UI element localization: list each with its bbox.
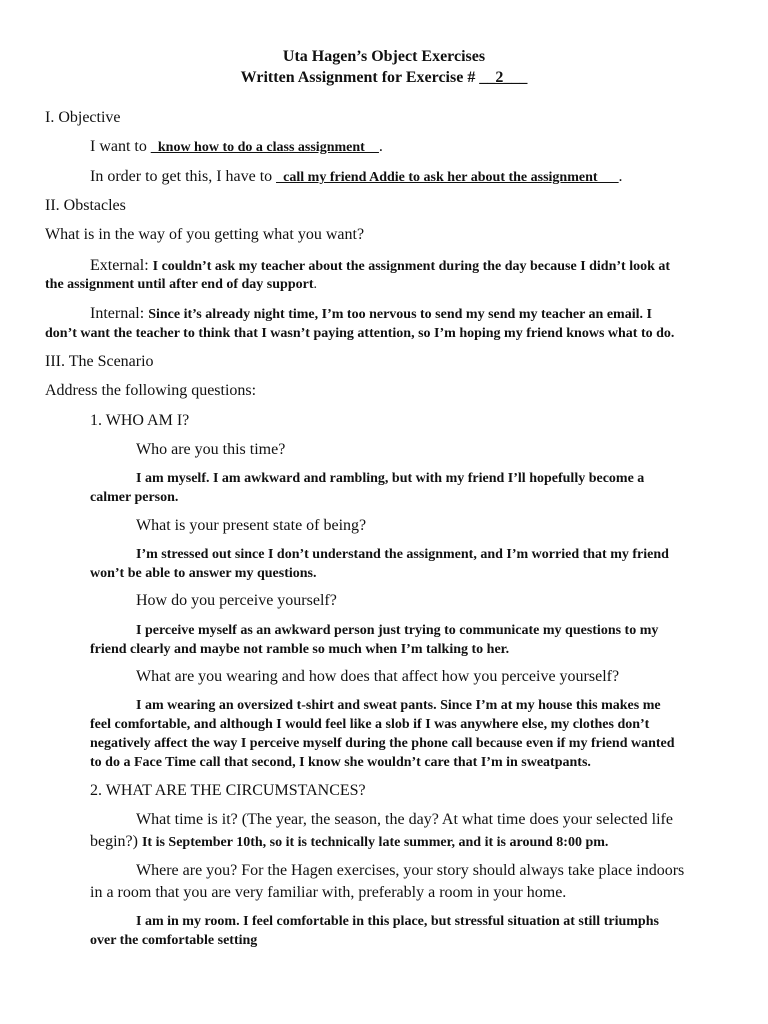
- want-prefix: I want to: [90, 138, 151, 155]
- who-answer-4-line-1: I am wearing an oversized t-shirt and sweat pants. Since I’m at my house this makes me: [136, 698, 661, 713]
- circumstances-question-1-line-2: begin?) It is September 10th, so it is technically late summer, and it is around 8:00 pm.: [90, 833, 609, 850]
- who-answer-2-line-1: I’m stressed out since I don’t understand the assignment, and I’m worried that my friend: [136, 547, 669, 562]
- scenario-instructions: Address the following questions:: [45, 382, 257, 399]
- document-title: Uta Hagen’s Object Exercises: [282, 48, 486, 65]
- objective-heading: I. Objective: [45, 109, 121, 126]
- who-question-2: What is your present state of being?: [136, 517, 367, 534]
- order-answer: _call my friend Addie to ask her about the assignment___: [276, 170, 619, 185]
- who-answer-2-line-2: won’t be able to answer my questions.: [90, 566, 317, 581]
- who-am-i-heading: 1. WHO AM I?: [90, 412, 190, 429]
- who-answer-4-line-3: negatively affect the way I perceive myself during the phone call because even if my friend wanted: [90, 736, 675, 751]
- scenario-heading: III. The Scenario: [45, 353, 154, 370]
- circumstances-question-2-line-1: Where are you? For the Hagen exercises, your story should always take place indoors: [136, 862, 685, 879]
- external-label: External:: [90, 257, 153, 274]
- subtitle-prefix: Written Assignment for Exercise #: [240, 69, 480, 86]
- circumstances-heading: 2. WHAT ARE THE CIRCUMSTANCES?: [90, 782, 366, 799]
- want-suffix: .: [378, 138, 383, 155]
- order-suffix: .: [618, 168, 623, 185]
- circumstances-question-2-line-2: in a room that you are very familiar with, preferably a room in your home.: [90, 884, 567, 901]
- internal-answer-line-1: Internal: Since it’s already night time, I’m too nervous to send my send my teacher an email. I: [90, 305, 652, 322]
- exercise-number: __2___: [479, 69, 528, 86]
- who-question-4: What are you wearing and how does that affect how you perceive yourself?: [136, 668, 620, 685]
- circumstances-answer-2-line-1: I am in my room. I feel comfortable in this place, but stressful situation at still triumphs: [136, 914, 659, 929]
- circumstances-question-1-line-1: What time is it? (The year, the season, the day? At what time does your selected life: [136, 811, 673, 828]
- external-answer-line-2: the assignment until after end of day support.: [45, 277, 317, 292]
- order-prefix: In order to get this, I have to: [90, 168, 277, 185]
- who-question-1: Who are you this time?: [136, 441, 286, 458]
- obstacles-heading: II. Obstacles: [45, 197, 126, 214]
- who-answer-3-line-1: I perceive myself as an awkward person just trying to communicate my questions to my: [136, 623, 659, 638]
- objective-order-line: [90, 168, 623, 186]
- document-subtitle: [0, 69, 768, 87]
- external-answer-line-1: External: I couldn’t ask my teacher about the assignment during the day because I didn’t look at: [90, 257, 671, 274]
- circumstances-answer-2-line-2: over the comfortable setting: [90, 933, 258, 948]
- who-answer-1-line-2: calmer person.: [90, 490, 179, 505]
- want-answer: _know how to do a class assignment__: [150, 140, 379, 155]
- objective-want-line: [90, 138, 383, 156]
- who-question-3: How do you perceive yourself?: [136, 592, 337, 609]
- who-answer-3-line-2: friend clearly and maybe not ramble so much when I’m talking to her.: [90, 642, 510, 657]
- internal-label: Internal:: [90, 305, 149, 322]
- who-answer-4-line-4: to do a Face Time call that second, I know she wouldn’t care that I’m in sweatpants.: [90, 755, 591, 770]
- circumstances-answer-1: It is September 10th, so it is technically late summer, and it is around 8:00 pm.: [141, 835, 609, 850]
- who-answer-1-line-1: I am myself. I am awkward and rambling, but with my friend I’ll hopefully become a: [136, 471, 645, 486]
- internal-answer-line-2: don’t want the teacher to think that I wasn’t paying attention, so I’m hoping my friend knows what to do.: [45, 326, 675, 341]
- who-answer-4-line-2: feel comfortable, and although I would feel like a slob if I was anywhere else, my clothes don’t: [90, 717, 650, 732]
- obstacles-question: What is in the way of you getting what you want?: [45, 226, 365, 243]
